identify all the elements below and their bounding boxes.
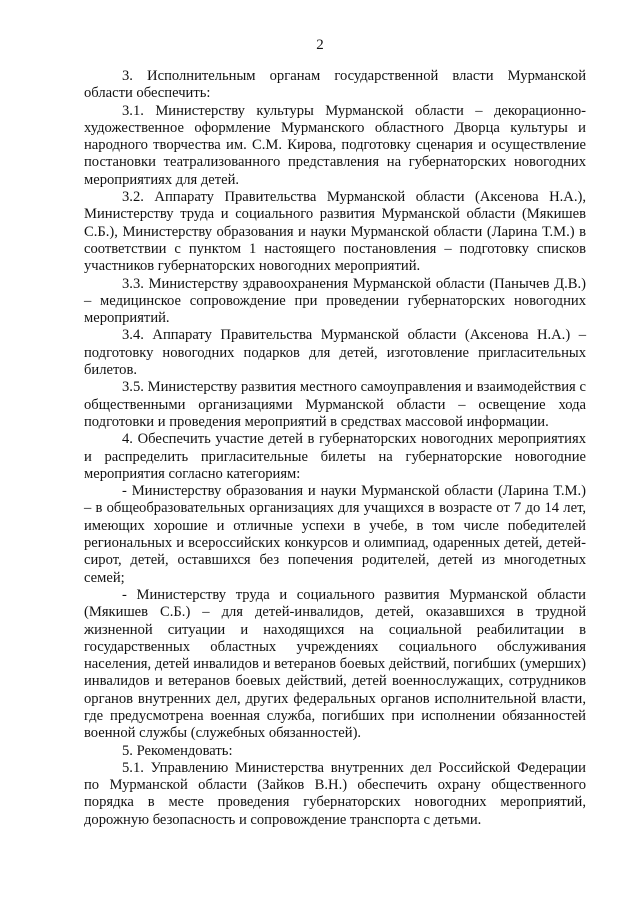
paragraph-4-labor: - Министерству труда и социального развития Мурманской области (Мякишев С.Б.) – для детей-инвалидов, детей, оказавшихся в трудной жизненной ситуации и находящихся на социальной реабилитации в государственных областных учреждениях социального обслуживания населения, детей инвалидов и ветеранов боевых действий, погибших (умерших) инвалидов и ветеранов боевых действий, детей военнослужащих, сотрудников органов внутренних дел, других федеральных органов исполнительной власти, где предусмотрена военная служба, погибших при исполнении обязанностей военной службы (служебных обязанностей). bbox=[84, 586, 586, 742]
paragraph-3-2: 3.2. Аппарату Правительства Мурманской области (Аксенова Н.А.), Министерству труда и социального развития Мурманской области (Мякишев С.Б.), Министерству образования и науки Мурманской области (Ларина Т.М.) в соответствии с пунктом 1 настоящего постановления – подготовку списков участников губернаторских новогодних мероприятий. bbox=[84, 189, 586, 275]
paragraph-4-education: - Министерству образования и науки Мурманской области (Ларина Т.М.) – в общеобразовательных организациях для учащихся в возрасте от 7 до 14 лет, имеющих хорошие и отличные успехи в учебе, в том числе победителей региональных и всероссийских конкурсов и олимпиад, одаренных детей, детей-сирот, детей, оставшихся без попечения родителей, детей из многодетных семей; bbox=[84, 483, 586, 586]
paragraph-5: 5. Рекомендовать: bbox=[122, 742, 233, 759]
paragraph-3-4: 3.4. Аппарату Правительства Мурманской области (Аксенова Н.А.) – подготовку новогодних подарков для детей, изготовление пригласительных билетов. bbox=[84, 327, 586, 379]
paragraph-3-5: 3.5. Министерству развития местного самоуправления и взаимодействия с общественными организациями Мурманской области – освещение хода подготовки и проведения мероприятий в средствах массовой информации. bbox=[84, 379, 586, 430]
paragraph-4: 4. Обеспечить участие детей в губернаторских новогодних мероприятиях и распределить пригласительные билеты на губернаторские новогодние мероприятия согласно категориям: bbox=[84, 431, 586, 482]
paragraph-3-1: 3.1. Министерству культуры Мурманской области – декорационно-художественное оформление Мурманского областного Дворца культуры и народного творчества им. С.М. Кирова, подготовку сценария и осуществление постановки театрализованного представления на губернаторских новогодних мероприятиях для детей. bbox=[84, 102, 586, 188]
paragraph-3-3: 3.3. Министерству здравоохранения Мурманской области (Панычев Д.В.) – медицинское сопровождение при проведении губернаторских новогодних мероприятий. bbox=[84, 275, 586, 327]
paragraph-3: 3. Исполнительным органам государственной власти Мурманской области обеспечить: bbox=[84, 68, 586, 102]
page-number: 2 bbox=[316, 37, 324, 53]
paragraph-5-1: 5.1. Управлению Министерства внутренних дел Российской Федерации по Мурманской области (Зайков В.Н.) обеспечить охрану общественного порядка в месте проведения губернаторских новогодних мероприятий, дорожную безопасность и сопровождение транспорта с детьми. bbox=[84, 759, 586, 828]
document-body bbox=[84, 68, 586, 829]
